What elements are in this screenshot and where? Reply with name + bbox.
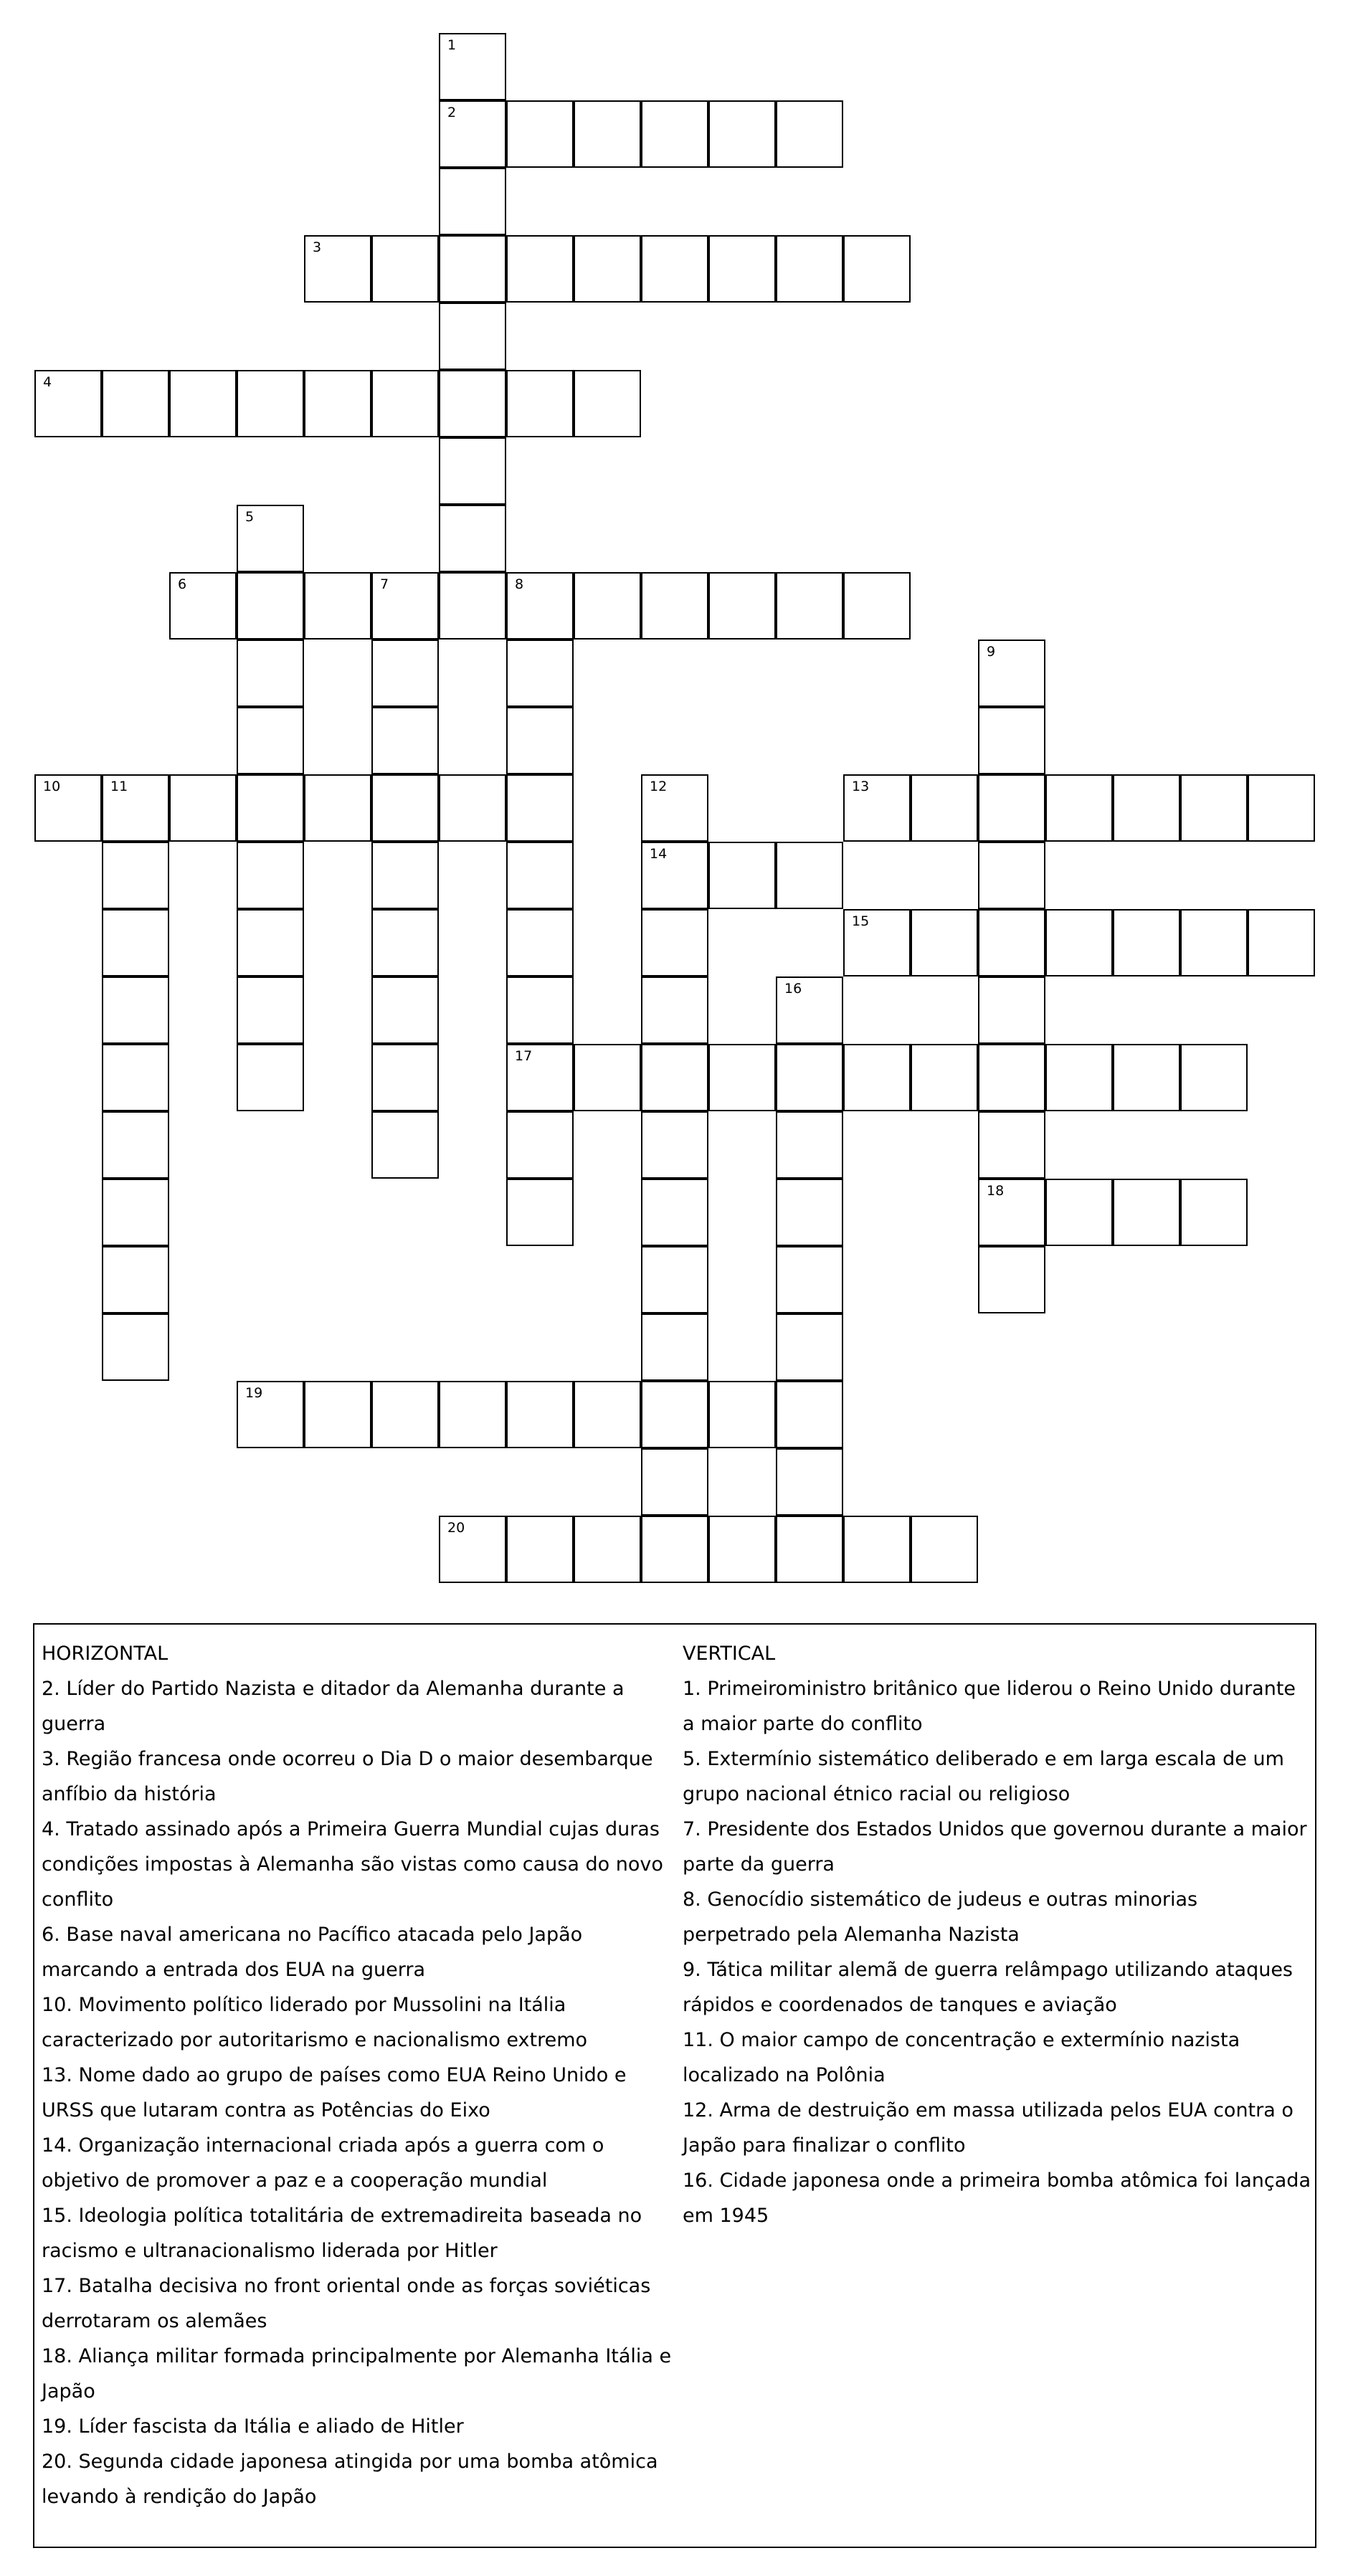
clue-vertical-1: 1. Primeiroministro britânico que liderou o Reino Unido durante a maior parte do conflito bbox=[683, 1678, 1296, 1735]
clue-number: 13 bbox=[852, 779, 870, 794]
grid-cell[interactable] bbox=[1113, 774, 1180, 842]
grid-cell[interactable] bbox=[439, 774, 506, 842]
clue-number: 2 bbox=[447, 105, 457, 120]
grid-cell[interactable] bbox=[371, 774, 439, 842]
grid-cell[interactable] bbox=[304, 572, 371, 640]
clue-horizontal-18: 18. Aliança militar formada principalmente por Alemanha Itália e Japão bbox=[42, 2345, 672, 2402]
grid-cell[interactable] bbox=[1180, 1044, 1248, 1111]
clue-number: 9 bbox=[987, 644, 996, 660]
grid-cell[interactable] bbox=[102, 842, 169, 909]
clue-number: 11 bbox=[110, 779, 128, 794]
grid-cell[interactable] bbox=[641, 100, 708, 168]
grid-cell[interactable] bbox=[978, 1111, 1045, 1179]
grid-cell[interactable] bbox=[371, 909, 439, 976]
grid-cell[interactable] bbox=[776, 100, 843, 168]
grid-cell[interactable] bbox=[371, 707, 439, 774]
clue-number: 4 bbox=[43, 374, 52, 390]
grid-cell[interactable] bbox=[237, 1381, 304, 1448]
grid-cell[interactable] bbox=[102, 1246, 169, 1313]
grid-cell[interactable] bbox=[843, 1044, 911, 1111]
grid-cell[interactable] bbox=[978, 842, 1045, 909]
grid-cell[interactable] bbox=[708, 842, 776, 909]
grid-cell[interactable] bbox=[641, 774, 708, 842]
grid-cell[interactable] bbox=[506, 100, 574, 168]
grid-cell[interactable] bbox=[371, 842, 439, 909]
grid-cell[interactable] bbox=[641, 1313, 708, 1381]
grid-cell[interactable] bbox=[641, 842, 708, 909]
grid-cell[interactable] bbox=[708, 1044, 776, 1111]
grid-cell[interactable] bbox=[439, 437, 506, 505]
grid-cell[interactable] bbox=[574, 572, 641, 640]
grid-cell[interactable] bbox=[439, 235, 506, 303]
clue-number: 7 bbox=[380, 576, 389, 592]
grid-cell[interactable] bbox=[439, 33, 506, 100]
clue-vertical-11: 11. O maior campo de concentração e extermínio nazista localizado na Polônia bbox=[683, 2029, 1240, 2086]
clue-number: 14 bbox=[650, 846, 668, 862]
clue-vertical-16: 16. Cidade japonesa onde a primeira bomba atômica foi lançada em 1945 bbox=[683, 2169, 1311, 2227]
grid-cell[interactable] bbox=[506, 235, 574, 303]
grid-cell[interactable] bbox=[843, 774, 911, 842]
grid-cell[interactable] bbox=[304, 1381, 371, 1448]
grid-cell[interactable] bbox=[102, 774, 169, 842]
grid-cell[interactable] bbox=[641, 572, 708, 640]
grid-cell[interactable] bbox=[169, 572, 237, 640]
grid-cell[interactable] bbox=[1248, 774, 1315, 842]
grid-cell[interactable] bbox=[843, 572, 911, 640]
grid-cell[interactable] bbox=[439, 303, 506, 370]
grid-cell[interactable] bbox=[506, 707, 574, 774]
grid-cell[interactable] bbox=[776, 1246, 843, 1313]
grid-cell[interactable] bbox=[1045, 909, 1113, 976]
clues-panel bbox=[33, 1623, 1316, 2548]
grid-cell[interactable] bbox=[237, 707, 304, 774]
grid-cell[interactable] bbox=[641, 1044, 708, 1111]
grid-cell[interactable] bbox=[506, 572, 574, 640]
grid-cell[interactable] bbox=[641, 909, 708, 976]
grid-cell[interactable] bbox=[439, 370, 506, 437]
grid-cell[interactable] bbox=[1180, 774, 1248, 842]
grid-cell[interactable] bbox=[1113, 1179, 1180, 1246]
grid-cell[interactable] bbox=[169, 370, 237, 437]
grid-cell[interactable] bbox=[978, 1246, 1045, 1313]
clue-number: 10 bbox=[43, 779, 61, 794]
grid-cell[interactable] bbox=[439, 572, 506, 640]
grid-cell[interactable] bbox=[708, 235, 776, 303]
clue-number: 6 bbox=[178, 576, 187, 592]
grid-cell[interactable] bbox=[102, 1313, 169, 1381]
grid-cell[interactable] bbox=[102, 976, 169, 1044]
grid-cell[interactable] bbox=[371, 572, 439, 640]
grid-cell[interactable] bbox=[34, 774, 102, 842]
grid-cell[interactable] bbox=[574, 100, 641, 168]
grid-cell[interactable] bbox=[911, 1044, 978, 1111]
grid-cell[interactable] bbox=[978, 909, 1045, 976]
grid-cell[interactable] bbox=[304, 370, 371, 437]
clue-horizontal-3: 3. Região francesa onde ocorreu o Dia D o maior desembarque anfíbio da história bbox=[42, 1748, 653, 1805]
clue-vertical-12: 12. Arma de destruição em massa utilizada pelos EUA contra o Japão para finalizar o conflito bbox=[683, 2099, 1294, 2157]
clue-number: 1 bbox=[447, 37, 457, 53]
grid-cell[interactable] bbox=[237, 505, 304, 572]
grid-cell[interactable] bbox=[506, 370, 574, 437]
clue-horizontal-4: 4. Tratado assinado após a Primeira Guerra Mundial cujas duras condições impostas à Alemanha são vistas como causa do novo conflito bbox=[42, 1818, 663, 1911]
clue-number: 20 bbox=[447, 1520, 465, 1536]
grid-cell[interactable] bbox=[102, 1111, 169, 1179]
horizontal-heading: HORIZONTAL bbox=[42, 1643, 168, 1665]
grid-cell[interactable] bbox=[506, 1179, 574, 1246]
grid-cell[interactable] bbox=[641, 1179, 708, 1246]
grid-cell[interactable] bbox=[574, 1516, 641, 1583]
horizontal-clues bbox=[42, 1636, 673, 2514]
grid-cell[interactable] bbox=[1045, 1179, 1113, 1246]
clue-number: 19 bbox=[245, 1385, 263, 1401]
grid-cell[interactable] bbox=[641, 1381, 708, 1448]
grid-cell[interactable] bbox=[1113, 1044, 1180, 1111]
clue-horizontal-15: 15. Ideologia política totalitária de extremadireita baseada no racismo e ultranacionalismo liderada por Hitler bbox=[42, 2205, 642, 2262]
grid-cell[interactable] bbox=[371, 1381, 439, 1448]
grid-cell[interactable] bbox=[708, 100, 776, 168]
grid-cell[interactable] bbox=[439, 505, 506, 572]
clue-horizontal-20: 20. Segunda cidade japonesa atingida por uma bomba atômica levando à rendição do Japão bbox=[42, 2451, 658, 2508]
grid-cell[interactable] bbox=[574, 1044, 641, 1111]
grid-cell[interactable] bbox=[1248, 909, 1315, 976]
grid-cell[interactable] bbox=[371, 976, 439, 1044]
grid-cell[interactable] bbox=[102, 1044, 169, 1111]
grid-cell[interactable] bbox=[237, 842, 304, 909]
grid-cell[interactable] bbox=[776, 976, 843, 1044]
grid-cell[interactable] bbox=[506, 842, 574, 909]
grid-cell[interactable] bbox=[1045, 1044, 1113, 1111]
grid-cell[interactable] bbox=[102, 1179, 169, 1246]
clue-horizontal-19: 19. Líder fascista da Itália e aliado de Hitler bbox=[42, 2415, 464, 2438]
grid-cell[interactable] bbox=[237, 909, 304, 976]
grid-cell[interactable] bbox=[506, 640, 574, 707]
grid-cell[interactable] bbox=[237, 370, 304, 437]
grid-cell[interactable] bbox=[776, 842, 843, 909]
clue-horizontal-2: 2. Líder do Partido Nazista e ditador da Alemanha durante a guerra bbox=[42, 1678, 625, 1735]
grid-cell[interactable] bbox=[776, 235, 843, 303]
grid-cell[interactable] bbox=[574, 370, 641, 437]
grid-cell[interactable] bbox=[506, 774, 574, 842]
grid-cell[interactable] bbox=[978, 976, 1045, 1044]
grid-cell[interactable] bbox=[439, 1381, 506, 1448]
grid-cell[interactable] bbox=[776, 572, 843, 640]
grid-cell[interactable] bbox=[776, 1516, 843, 1583]
grid-cell[interactable] bbox=[371, 1044, 439, 1111]
grid-cell[interactable] bbox=[1045, 774, 1113, 842]
clue-number: 8 bbox=[515, 576, 524, 592]
clue-number: 12 bbox=[650, 779, 668, 794]
grid-cell[interactable] bbox=[776, 1448, 843, 1516]
grid-cell[interactable] bbox=[978, 707, 1045, 774]
grid-cell[interactable] bbox=[237, 1044, 304, 1111]
grid-cell[interactable] bbox=[843, 235, 911, 303]
grid-cell[interactable] bbox=[506, 1044, 574, 1111]
clue-horizontal-10: 10. Movimento político liderado por Mussolini na Itália caracterizado por autoritarismo e nacionalismo extremo bbox=[42, 1994, 588, 2051]
vertical-heading: VERTICAL bbox=[683, 1643, 776, 1665]
grid-cell[interactable] bbox=[911, 1516, 978, 1583]
grid-cell[interactable] bbox=[843, 909, 911, 976]
clue-number: 18 bbox=[987, 1183, 1005, 1199]
grid-cell[interactable] bbox=[574, 235, 641, 303]
grid-cell[interactable] bbox=[641, 1246, 708, 1313]
clue-vertical-7: 7. Presidente dos Estados Unidos que governou durante a maior parte da guerra bbox=[683, 1818, 1307, 1876]
grid-cell[interactable] bbox=[304, 235, 371, 303]
grid-cell[interactable] bbox=[776, 1111, 843, 1179]
grid-cell[interactable] bbox=[641, 235, 708, 303]
grid-cell[interactable] bbox=[304, 774, 371, 842]
clue-vertical-8: 8. Genocídio sistemático de judeus e outras minorias perpetrado pela Alemanha Nazista bbox=[683, 1888, 1198, 1946]
grid-cell[interactable] bbox=[776, 1313, 843, 1381]
grid-cell[interactable] bbox=[708, 572, 776, 640]
grid-cell[interactable] bbox=[911, 774, 978, 842]
grid-cell[interactable] bbox=[439, 1516, 506, 1583]
grid-cell[interactable] bbox=[371, 235, 439, 303]
clue-vertical-9: 9. Tática militar alemã de guerra relâmpago utilizando ataques rápidos e coordenados de tanques e aviação bbox=[683, 1959, 1294, 2016]
grid-cell[interactable] bbox=[439, 100, 506, 168]
grid-cell[interactable] bbox=[641, 1111, 708, 1179]
grid-cell[interactable] bbox=[371, 1111, 439, 1179]
grid-cell[interactable] bbox=[641, 1516, 708, 1583]
grid-cell[interactable] bbox=[978, 1179, 1045, 1246]
grid-cell[interactable] bbox=[641, 976, 708, 1044]
grid-cell[interactable] bbox=[237, 976, 304, 1044]
grid-cell[interactable] bbox=[911, 909, 978, 976]
clue-vertical-5: 5. Extermínio sistemático deliberado e em larga escala de um grupo nacional étnico racial ou religioso bbox=[683, 1748, 1284, 1805]
grid-cell[interactable] bbox=[237, 640, 304, 707]
grid-cell[interactable] bbox=[34, 370, 102, 437]
clue-horizontal-17: 17. Batalha decisiva no front oriental onde as forças soviéticas derrotaram os alemães bbox=[42, 2275, 651, 2332]
grid-cell[interactable] bbox=[978, 1044, 1045, 1111]
clue-number: 15 bbox=[852, 913, 870, 929]
grid-cell[interactable] bbox=[506, 909, 574, 976]
grid-cell[interactable] bbox=[371, 640, 439, 707]
grid-cell[interactable] bbox=[506, 1516, 574, 1583]
grid-cell[interactable] bbox=[237, 572, 304, 640]
vertical-clues bbox=[683, 1636, 1311, 2233]
clue-number: 16 bbox=[784, 981, 802, 997]
grid-cell[interactable] bbox=[506, 1381, 574, 1448]
grid-cell[interactable] bbox=[169, 774, 237, 842]
grid-cell[interactable] bbox=[641, 1448, 708, 1516]
grid-cell[interactable] bbox=[708, 1516, 776, 1583]
grid-cell[interactable] bbox=[506, 976, 574, 1044]
clue-horizontal-14: 14. Organização internacional criada após a guerra com o objetivo de promover a paz e a cooperação mundial bbox=[42, 2134, 604, 2192]
clue-horizontal-6: 6. Base naval americana no Pacífico atacada pelo Japão marcando a entrada dos EUA na guerra bbox=[42, 1924, 583, 1981]
grid-cell[interactable] bbox=[708, 1381, 776, 1448]
grid-cell[interactable] bbox=[237, 774, 304, 842]
clue-number: 3 bbox=[313, 239, 322, 255]
grid-cell[interactable] bbox=[843, 1516, 911, 1583]
grid-cell[interactable] bbox=[574, 1381, 641, 1448]
clue-horizontal-13: 13. Nome dado ao grupo de países como EUA Reino Unido e URSS que lutaram contra as Potências do Eixo bbox=[42, 2064, 627, 2121]
grid-cell[interactable] bbox=[776, 1381, 843, 1448]
grid-cell[interactable] bbox=[1180, 909, 1248, 976]
grid-cell[interactable] bbox=[776, 1179, 843, 1246]
grid-cell[interactable] bbox=[371, 370, 439, 437]
clue-number: 17 bbox=[515, 1048, 533, 1064]
clue-number: 5 bbox=[245, 509, 255, 525]
grid-cell[interactable] bbox=[1180, 1179, 1248, 1246]
grid-cell[interactable] bbox=[102, 909, 169, 976]
grid-cell[interactable] bbox=[978, 640, 1045, 707]
grid-cell[interactable] bbox=[506, 1111, 574, 1179]
grid-cell[interactable] bbox=[776, 1044, 843, 1111]
grid-cell[interactable] bbox=[978, 774, 1045, 842]
grid-cell[interactable] bbox=[439, 168, 506, 235]
grid-cell[interactable] bbox=[1113, 909, 1180, 976]
grid-cell[interactable] bbox=[102, 370, 169, 437]
